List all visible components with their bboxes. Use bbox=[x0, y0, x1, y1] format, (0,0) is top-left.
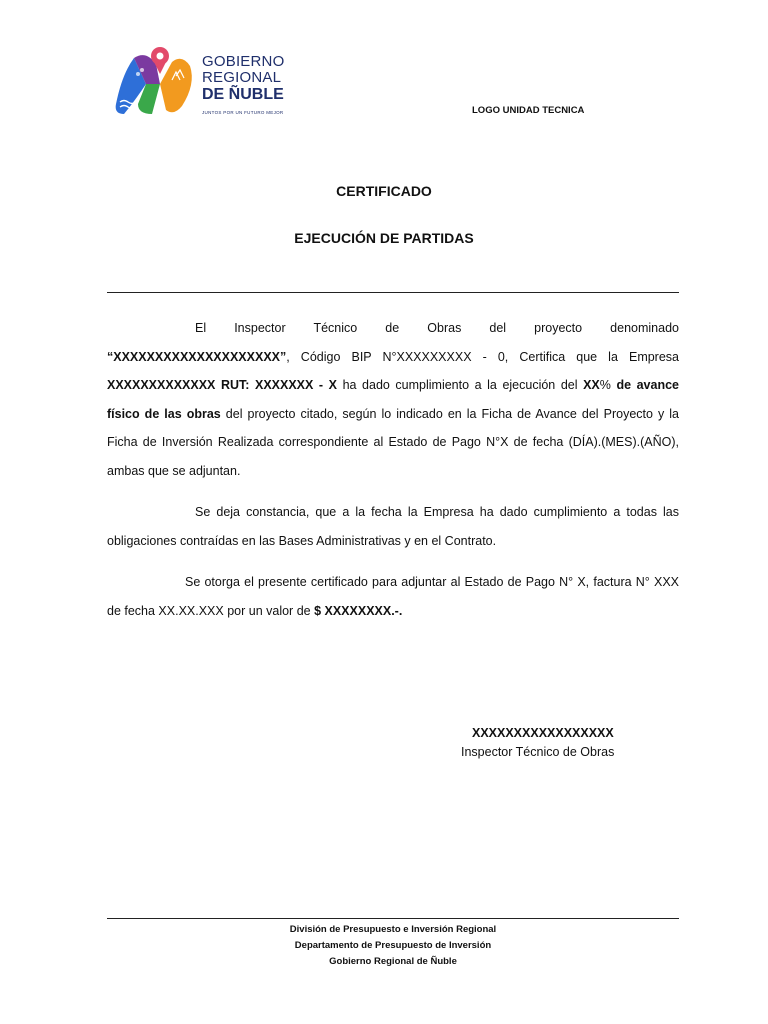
p1-text: % bbox=[599, 378, 617, 392]
p1-text: , Código BIP N°XXXXXXXXX - 0, Certifica que la Empresa bbox=[286, 349, 679, 364]
signatory-role: Inspector Técnico de Obras bbox=[461, 745, 615, 759]
header-divider bbox=[107, 292, 679, 293]
progress-label: de avance físico de las obras bbox=[107, 378, 680, 421]
project-name: “XXXXXXXXXXXXXXXXXXXX” bbox=[107, 349, 287, 364]
progress-percent: XX bbox=[583, 378, 600, 392]
logo-line-3: DE ÑUBLE bbox=[202, 86, 284, 103]
logo-wordmark bbox=[202, 54, 284, 121]
logo-mark-icon bbox=[112, 44, 200, 120]
signatory-name: XXXXXXXXXXXXXXXXX bbox=[472, 726, 614, 740]
p1-text: El Inspector Técnico de Obras del proyecto denominado bbox=[195, 321, 679, 335]
footer-divider bbox=[107, 918, 679, 919]
paragraph-2: Se deja constancia, que a la fecha la Empresa ha dado cumplimiento a todas las obligaciones contraídas en las Bases Administrativas y en el Contrato. bbox=[107, 505, 679, 548]
logo-line-1: GOBIERNO bbox=[202, 53, 285, 70]
document-subtitle: EJECUCIÓN DE PARTIDAS bbox=[294, 230, 474, 246]
logo-line-2: REGIONAL bbox=[202, 69, 282, 86]
p1-text: del proyecto citado, según lo indicado en la Ficha de Avance del Proyecto y la Ficha de Inversión Realizada correspondiente al Estado de Pago N°X de fecha (DÍA).(MES).(AÑO), ambas que se adjuntan. bbox=[107, 406, 679, 478]
gobierno-regional-logo bbox=[112, 44, 292, 120]
footer-line-1: División de Presupuesto e Inversión Regional bbox=[289, 924, 497, 935]
footer-line-2: Departamento de Presupuesto de Inversión bbox=[294, 940, 492, 951]
footer-line-3: Gobierno Regional de Ñuble bbox=[329, 956, 457, 967]
page-footer bbox=[0, 922, 768, 970]
paragraph-3 bbox=[107, 568, 679, 625]
amount-value: $ XXXXXXXX.-. bbox=[314, 603, 403, 618]
company-rut: XXXXXXXXXXXXX RUT: XXXXXXX - X bbox=[107, 378, 337, 392]
document-title: CERTIFICADO bbox=[336, 183, 432, 199]
p3-text: Se otorga el presente certificado para adjuntar al Estado de Pago N° X, factura N° XXX de fecha XX.XX.XXX por un valor de bbox=[107, 575, 679, 618]
logo-tagline: JUNTOS POR UN FUTURO MEJOR bbox=[202, 110, 284, 115]
certificate-body bbox=[107, 314, 679, 625]
p1-text: ha dado cumplimiento a la ejecución del bbox=[337, 378, 584, 392]
unit-logo-placeholder: LOGO UNIDAD TECNICA bbox=[472, 105, 585, 116]
paragraph-1 bbox=[107, 314, 679, 485]
